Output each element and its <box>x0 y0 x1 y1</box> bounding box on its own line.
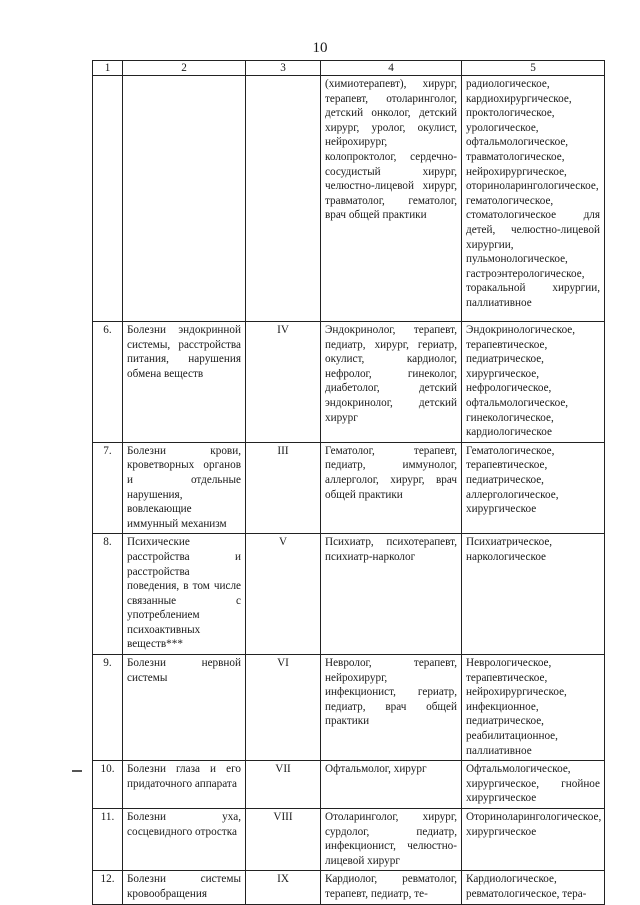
specialists-cell: Невролог, терапевт, нейрохирург, инфекционист, гериатр, педиатр, врач общей практики <box>321 655 462 761</box>
profile-cell: Психиатрическое, наркологическое <box>462 534 605 655</box>
column-header-3: 3 <box>246 61 321 76</box>
specialists-cell: Офтальмолог, хирург <box>321 761 462 809</box>
disease-group: Болезни уха, сосцевидного отростка <box>123 809 246 871</box>
row-number: 12. <box>93 871 123 904</box>
profile-cell: радиологическое, кардиохирургическое, проктологическое, урологическое, офтальмологическое, травматологическое, нейрохирургическое, оториноларингологическое, гематологическое, стоматологическое для детей, челюстно-лицевой хирургии, пульмонологическое, гастроэнтерологическое, торакальной хирургии, паллиативное <box>462 76 605 322</box>
icd-class: V <box>246 534 321 655</box>
row-number: 9. <box>93 655 123 761</box>
disease-group <box>123 76 246 322</box>
profile-cell: Неврологическое, терапевтическое, нейрохирургическое, инфекционное, педиатрическое, реабилитационное, паллиативное <box>462 655 605 761</box>
scan-artifact-mark <box>72 770 82 772</box>
column-header-2: 2 <box>123 61 246 76</box>
disease-group: Болезни нервной системы <box>123 655 246 761</box>
column-header-1: 1 <box>93 61 123 76</box>
profile-cell: Оториноларингологическое, хирургическое <box>462 809 605 871</box>
disease-specialist-table <box>92 60 605 905</box>
specialists-cell: (химиотерапевт), хирург, терапевт, отоларинголог, детский онколог, детский хирург, уролог, окулист, нейрохирург, колопроктолог, сердечно-сосудистый хирург, челюстно-лицевой хирург, травматолог, гематолог, врач общей практики <box>321 76 462 322</box>
row-number <box>93 76 123 322</box>
specialists-cell: Эндокринолог, терапевт, педиатр, хирург, гериатр, окулист, кардиолог, нефролог, гинеколог, диабетолог, детский эндокринолог, детский хирург <box>321 322 462 443</box>
icd-class <box>246 76 321 322</box>
column-header-5: 5 <box>462 61 605 76</box>
disease-group: Болезни системы кровообращения <box>123 871 246 904</box>
specialists-cell: Кардиолог, ревматолог, терапевт, педиатр, те- <box>321 871 462 904</box>
profile-cell: Гематологическое, терапевтическое, педиатрическое, аллергологическое, хирургическое <box>462 442 605 534</box>
table-row <box>93 761 605 809</box>
profile-cell: Офтальмологическое, хирургическое, гнойное хирургическое <box>462 761 605 809</box>
table-header-row <box>93 61 605 76</box>
specialists-cell: Гематолог, терапевт, педиатр, иммунолог, аллерголог, хирург, врач общей практики <box>321 442 462 534</box>
row-number: 6. <box>93 322 123 443</box>
disease-group: Болезни крови, кроветворных органов и отдельные нарушения, вовлекающие иммунный механизм <box>123 442 246 534</box>
disease-group: Болезни глаза и его придаточного аппарата <box>123 761 246 809</box>
table-row <box>93 655 605 761</box>
table-row <box>93 809 605 871</box>
icd-class: IV <box>246 322 321 443</box>
icd-class: VI <box>246 655 321 761</box>
icd-class: VIII <box>246 809 321 871</box>
profile-cell: Эндокринологическое, терапевтическое, педиатрическое, хирургическое, нефрологическое, офтальмологическое, гинекологическое, кардиологическое <box>462 322 605 443</box>
specialists-cell: Отоларинголог, хирург, сурдолог, педиатр, инфекционист, челюстно-лицевой хирург <box>321 809 462 871</box>
table-row <box>93 322 605 443</box>
icd-class: VII <box>246 761 321 809</box>
profile-cell: Кардиологическое, ревматологическое, тера- <box>462 871 605 904</box>
row-number: 11. <box>93 809 123 871</box>
disease-group: Психические расстройства и расстройства поведения, в том числе связанные с употреблением психоактивных веществ*** <box>123 534 246 655</box>
icd-class: IX <box>246 871 321 904</box>
icd-class: III <box>246 442 321 534</box>
page-number: 10 <box>312 40 328 56</box>
row-number: 10. <box>93 761 123 809</box>
table-row <box>93 871 605 904</box>
table-row <box>93 442 605 534</box>
row-number: 7. <box>93 442 123 534</box>
specialists-cell: Психиатр, психотерапевт, психиатр-нарколог <box>321 534 462 655</box>
table-row <box>93 76 605 322</box>
row-number: 8. <box>93 534 123 655</box>
table-row <box>93 534 605 655</box>
disease-group: Болезни эндокринной системы, расстройства питания, нарушения обмена веществ <box>123 322 246 443</box>
column-header-4: 4 <box>321 61 462 76</box>
